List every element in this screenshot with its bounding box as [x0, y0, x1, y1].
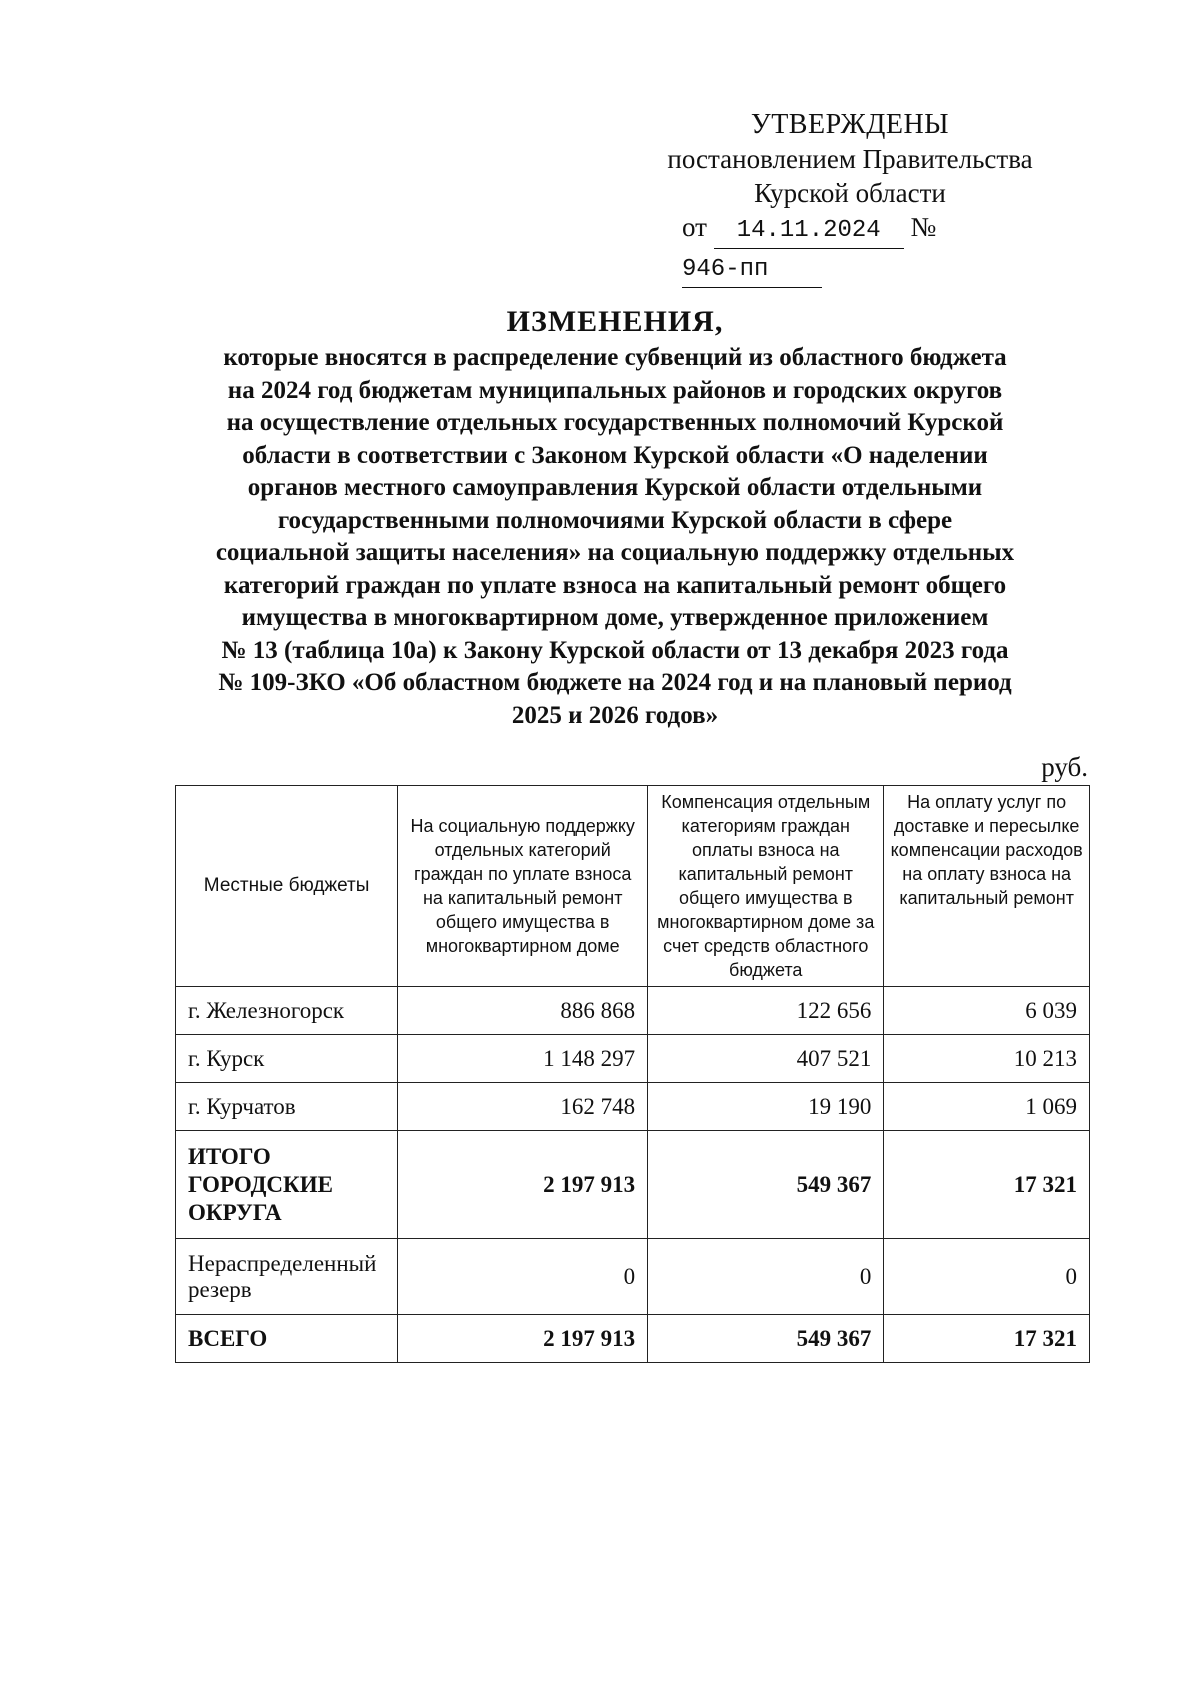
title-line: № 109-ЗКО «Об областном бюджете на 2024 год и на плановый период	[218, 669, 1012, 696]
header-social-support: На социальную поддержку отдельных категорий граждан по уплате взноса на капитальный ремонт общего имущества в многоквартирном доме	[398, 786, 648, 987]
table-row	[176, 1239, 1090, 1315]
table-row	[176, 1083, 1090, 1131]
row-value-1: 1 148 297	[398, 1035, 648, 1083]
number-prefix: №	[910, 212, 937, 242]
table-header-row	[176, 786, 1090, 987]
row-name: г. Железногорск	[176, 987, 398, 1035]
row-value-3: 17 321	[884, 1131, 1090, 1239]
row-value-1: 886 868	[398, 987, 648, 1035]
title-subtitle	[150, 342, 1080, 732]
row-value-2: 549 367	[648, 1315, 884, 1363]
title-line: 2025 и 2026 годов»	[511, 701, 719, 729]
title-line: органов местного самоуправления Курской области отдельными	[247, 474, 983, 501]
row-name: ВСЕГО	[176, 1315, 398, 1363]
title-line: социальной защиты населения» на социальную поддержку отдельных	[215, 539, 1015, 566]
title-line: области в соответствии с Законом Курской области «О наделении	[242, 441, 988, 469]
table-row-subtotal	[176, 1131, 1090, 1239]
row-value-2: 19 190	[648, 1083, 884, 1131]
row-value-2: 407 521	[648, 1035, 884, 1083]
row-value-2: 549 367	[648, 1131, 884, 1239]
row-value-3: 0	[884, 1239, 1090, 1315]
date-prefix: от	[682, 212, 707, 242]
row-name: ИТОГО ГОРОДСКИЕ ОКРУГА	[176, 1131, 398, 1239]
approval-number: 946-пп	[682, 253, 822, 288]
row-value-1: 0	[398, 1239, 648, 1315]
title-line: на 2024 год бюджетам муниципальных районов и городских округов	[227, 376, 1003, 404]
document-title	[150, 304, 1080, 732]
approval-heading: УТВЕРЖДЕНЫ	[750, 109, 950, 140]
approval-block	[640, 108, 1060, 288]
header-local-budgets: Местные бюджеты	[176, 786, 398, 987]
row-name: г. Курск	[176, 1035, 398, 1083]
approval-region: Курской области	[754, 178, 946, 208]
title-line: категорий граждан по уплате взноса на капитальный ремонт общего	[223, 571, 1007, 599]
row-value-1: 2 197 913	[398, 1131, 648, 1239]
title-line: имущества в многоквартирном доме, утвержденное приложением	[241, 604, 989, 631]
header-compensation: Компенсация отдельным категориям граждан оплаты взноса на капитальный ремонт общего имущества в многоквартирном доме за счет средств областного бюджета	[648, 786, 884, 987]
row-value-3: 6 039	[884, 987, 1090, 1035]
currency-unit: руб.	[1041, 752, 1088, 782]
table-row	[176, 987, 1090, 1035]
row-value-3: 17 321	[884, 1315, 1090, 1363]
row-value-1: 162 748	[398, 1083, 648, 1131]
title-line: которые вносятся в распределение субвенций из областного бюджета	[223, 344, 1007, 371]
budget-table	[175, 785, 1090, 1363]
approval-issuer: постановлением Правительства	[667, 144, 1033, 174]
header-delivery: На оплату услуг по доставке и пересылке компенсации расходов на оплату взноса на капитальный ремонт	[884, 786, 1090, 987]
row-value-2: 0	[648, 1239, 884, 1315]
row-value-3: 10 213	[884, 1035, 1090, 1083]
table-row-total	[176, 1315, 1090, 1363]
title-line: государственными полномочиями Курской области в сфере	[277, 506, 953, 534]
row-value-2: 122 656	[648, 987, 884, 1035]
row-name: Нераспределенный резерв	[176, 1239, 398, 1315]
row-value-1: 2 197 913	[398, 1315, 648, 1363]
title-heading: ИЗМЕНЕНИЯ,	[506, 305, 724, 338]
approval-date: 14.11.2024	[714, 214, 904, 249]
title-line: № 13 (таблица 10а) к Закону Курской области от 13 декабря 2023 года	[221, 636, 1009, 664]
row-value-3: 1 069	[884, 1083, 1090, 1131]
title-line: на осуществление отдельных государственных полномочий Курской	[226, 409, 1004, 436]
row-name: г. Курчатов	[176, 1083, 398, 1131]
approval-date-number	[640, 210, 1060, 288]
table-row	[176, 1035, 1090, 1083]
